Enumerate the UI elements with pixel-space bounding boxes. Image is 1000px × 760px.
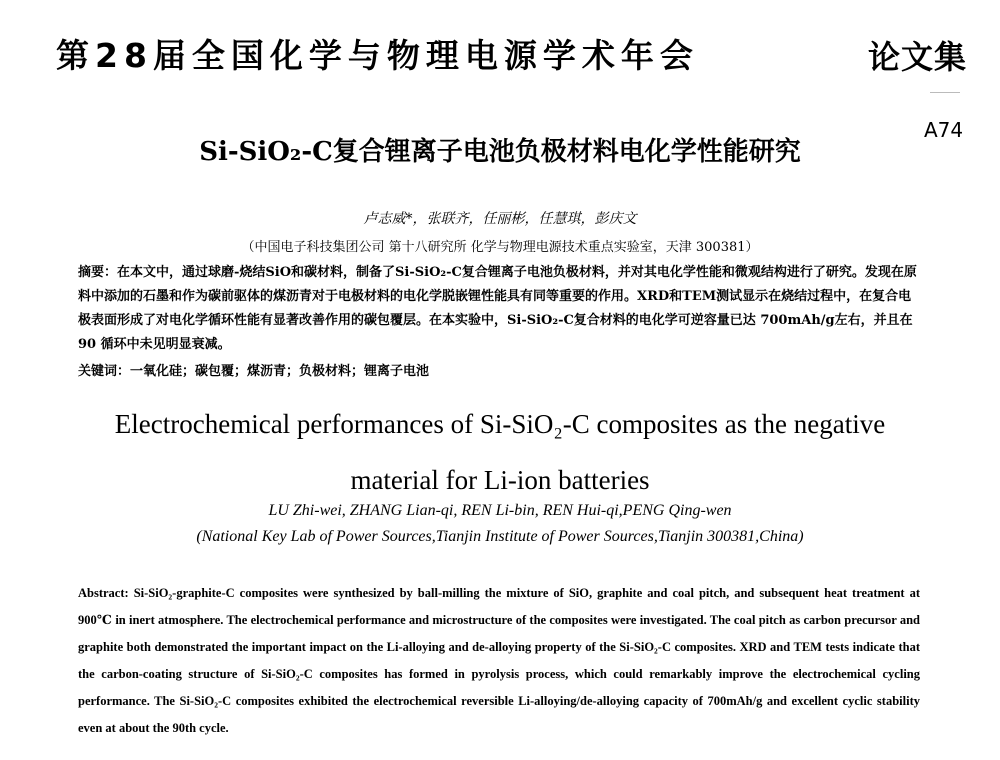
collection-label: 论文集 bbox=[868, 38, 968, 76]
english-affiliation: (National Key Lab of Power Sources,Tianjin Institute of Power Sources,Tianjin 300381,China) bbox=[196, 528, 804, 545]
english-title bbox=[0, 396, 1000, 508]
chinese-title: Si-SiO₂-C复合锂离子电池负极材料电化学性能研究 bbox=[199, 137, 801, 167]
conference-title: 第28届全国化学与物理电源学术年会 bbox=[56, 36, 699, 75]
header-divider bbox=[930, 92, 960, 93]
english-title-line-2: material for Li-ion batteries bbox=[350, 465, 650, 495]
chinese-authors: 卢志威*，张联齐，任丽彬，任慧琪，彭庆文 bbox=[363, 211, 637, 227]
english-abstract: Abstract: Si-SiO₂-graphite-C composites were synthesized by ball-milling the mixture of SiO, graphite and coal pitch, and subsequent heat treatment at 900℃ in inert atmosphere. The electrochemical performance and microstructure of the composites were investigated. The coal pitch as carbon precursor and graphite both demonstrated the important impact on the Li-alloying and de-alloying property of the Si-SiO₂-C composites. XRD and TEM tests indicate that the carbon-coating structure of Si-SiO₂-C composites has formed in pyrolysis process, which could remarkably improve the electrochemical cycling performance. The Si-SiO₂-C composites exhibited the electrochemical reversible Li-alloying/de-alloying capacity of 700mAh/g and excellent cyclic stability even at about the 90th cycle. bbox=[78, 586, 920, 735]
paper-code: A74 bbox=[924, 118, 964, 142]
chinese-abstract: 摘要：在本文中，通过球磨-烧结SiO和碳材料，制备了Si-SiO₂-C复合锂离子电池负极材料，并对其电化学性能和微观结构进行了研究。发现在原料中添加的石墨和作为碳前驱体的煤沥青对于电极材料的电化学脱嵌锂性能具有同等重要的作用。XRD和TEM测试显示在烧结过程中，在复合电极表面形成了对电化学循环性能有显著改善作用的碳包覆层。在本实验中，Si-SiO₂-C复合材料的电化学可逆容量已达 700mAh/g左右，并且在 90 循环中未见明显衰减。 bbox=[78, 265, 917, 352]
chinese-affiliation: （中国电子科技集团公司 第十八研究所 化学与物理电源技术重点实验室，天津 300381） bbox=[241, 240, 759, 255]
chinese-keywords: 关键词：一氧化硅；碳包覆；煤沥青；负极材料；锂离子电池 bbox=[78, 364, 430, 379]
english-authors: LU Zhi-wei, ZHANG Lian-qi, REN Li-bin, REN Hui-qi,PENG Qing-wen bbox=[268, 502, 732, 519]
english-title-line-1: Electrochemical performances of Si-SiO₂-C composites as the negative bbox=[114, 409, 886, 439]
